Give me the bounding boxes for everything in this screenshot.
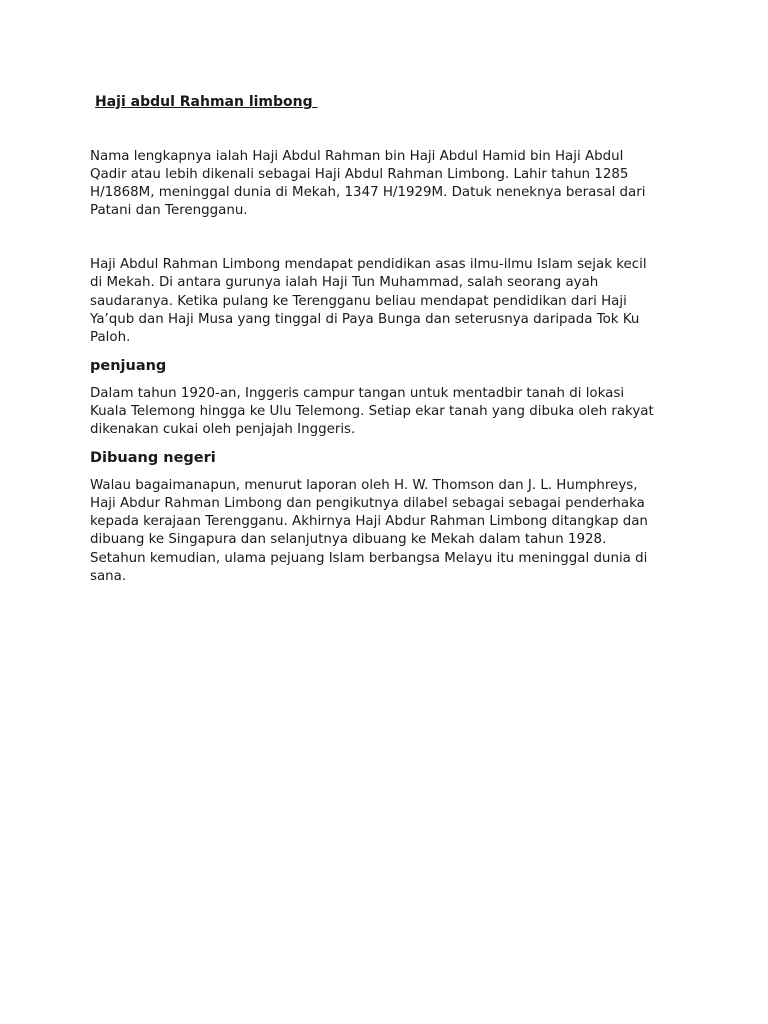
education-paragraph: Haji Abdul Rahman Limbong mendapat pendidikan asas ilmu-ilmu Islam sejak kecil di Mekah. Di antara gurunya ialah Haji Tun Muhammad, salah seorang ayah saudaranya. Ketika pulang ke Terengganu beliau mendapat pendidikan dari Haji Ya’qub dan Haji Musa yang tinggal di Paya Bunga dan seterusnya daripada Tok Ku Paloh.	[90, 257, 647, 345]
section-heading-dibuang-negeri: Dibuang negeri	[90, 450, 216, 467]
dibuang-negeri-paragraph: Walau bagaimanapun, menurut laporan oleh H. W. Thomson dan J. L. Humphreys, Haji Abdur Rahman Limbong dan pengikutnya dilabel sebagai sebagai penderhaka kepada kerajaan Terengganu. Akhirnya Haji Abdur Rahman Limbong ditangkap dan dibuang ke Singapura dan selanjutnya dibuang ke Mekah dalam tahun 1928. Setahun kemudian, ulama pejuang Islam berbangsa Melayu itu meninggal dunia di sana.	[90, 478, 648, 584]
document-title: Haji abdul Rahman limbong	[95, 94, 318, 110]
intro-paragraph: Nama lengkapnya ialah Haji Abdul Rahman bin Haji Abdul Hamid bin Haji Abdul Qadir atau lebih dikenali sebagai Haji Abdul Rahman Limbong. Lahir tahun 1285 H/1868M, meninggal dunia di Mekah, 1347 H/1929M. Datuk neneknya berasal dari Patani dan Terengganu.	[90, 149, 646, 219]
penjuang-paragraph: Dalam tahun 1920-an, Inggeris campur tangan untuk mentadbir tanah di lokasi Kuala Telemong hingga ke Ulu Telemong. Setiap ekar tanah yang dibuka oleh rakyat dikenakan cukai oleh penjajah Inggeris.	[90, 385, 654, 438]
section-heading-penjuang: penjuang	[90, 357, 167, 374]
document-body	[90, 92, 680, 586]
